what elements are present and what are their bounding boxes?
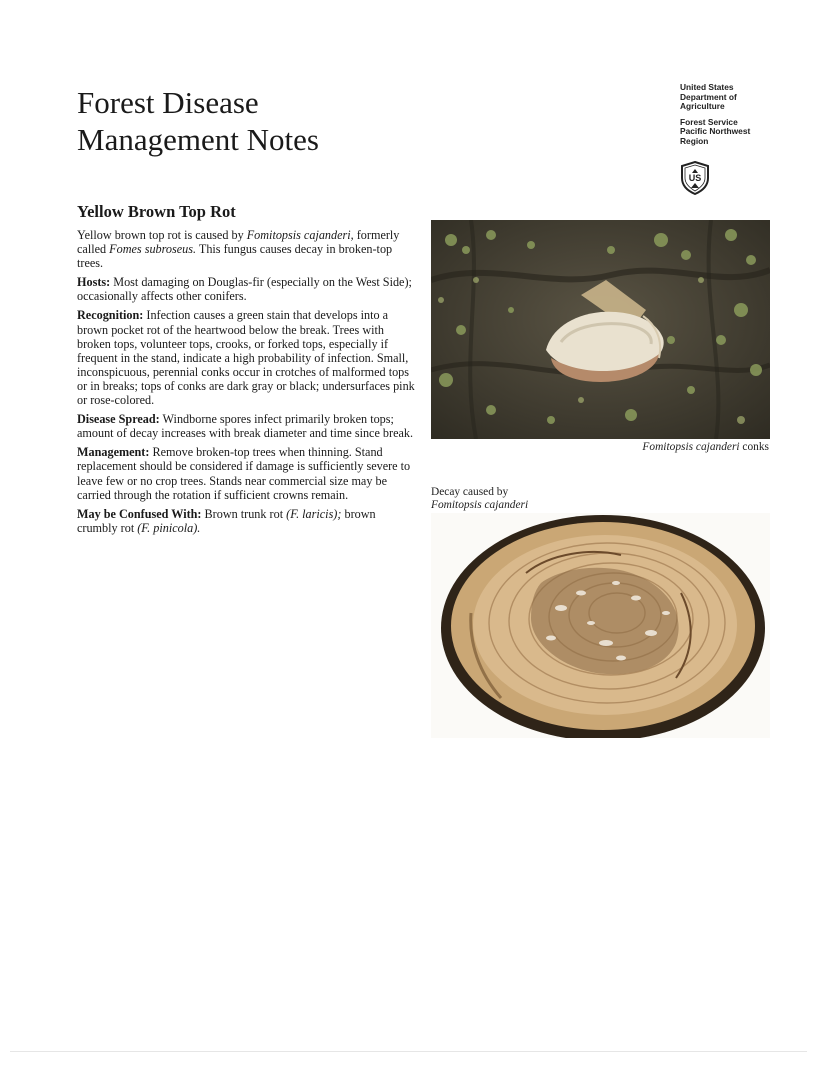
- footer-divider: [10, 1051, 807, 1052]
- recognition-label: Recognition:: [77, 308, 144, 323]
- photo1-caption-text: conks: [739, 441, 769, 453]
- dept-line-3: Agriculture: [680, 101, 725, 112]
- spread-label: Disease Spread:: [77, 412, 160, 427]
- region-line-3: Region: [680, 135, 709, 146]
- document-title: [77, 84, 319, 158]
- conk-on-bark-photo: [431, 220, 770, 439]
- decay-cross-section-photo: [431, 513, 770, 738]
- hosts-label: Hosts:: [77, 275, 111, 290]
- intro-text-2: formerly called: [77, 228, 400, 257]
- confused-species-1: (F. laricis);: [286, 506, 342, 521]
- confused-with-paragraph: [77, 507, 415, 535]
- confused-text-2: brown crumbly rot: [77, 506, 376, 535]
- recognition-paragraph: [77, 308, 415, 407]
- section-title: Yellow Brown Top Rot: [77, 202, 236, 221]
- region-line-2: Pacific Northwest: [680, 126, 751, 137]
- management-paragraph: [77, 445, 415, 501]
- dept-line-1: United States: [680, 82, 734, 92]
- confused-species-2: (F. pinicola).: [137, 520, 201, 535]
- hosts-text: Most damaging on Douglas-fir (especially on the West Side); occasionally affects other conifers.: [77, 275, 412, 304]
- spread-paragraph: [77, 412, 415, 440]
- region-name: [680, 118, 790, 147]
- hosts-paragraph: [77, 275, 415, 303]
- title-line-2: Management Notes: [77, 122, 319, 157]
- title-line-1: Forest Disease: [77, 85, 259, 120]
- department-name: [680, 83, 790, 112]
- region-line-1: Forest Service: [680, 116, 738, 127]
- intro-text-1: Yellow brown top rot is caused by: [77, 228, 247, 242]
- article-body: [77, 228, 415, 540]
- intro-text-3: This fungus causes decay in broken-top trees.: [77, 242, 393, 271]
- species-name: Fomitopsis cajanderi,: [246, 228, 354, 242]
- confused-with-label: May be Confused With:: [77, 506, 202, 521]
- management-label: Management:: [77, 445, 150, 460]
- forest-service-shield-logo: [679, 161, 711, 195]
- photo2-caption-species: Fomitopsis cajanderi: [431, 499, 529, 511]
- photo2-caption-line-1: Decay caused by: [431, 486, 509, 498]
- photo1-caption-species: Fomitopsis cajanderi: [642, 441, 740, 453]
- photo2-caption: [431, 486, 631, 512]
- spread-text: Windborne spores infect primarily broken tops; amount of decay increases with break diameter and time since break.: [77, 412, 414, 441]
- dept-line-2: Department of: [680, 91, 737, 102]
- agency-block: [680, 83, 790, 147]
- confused-text-1: Brown trunk rot: [201, 506, 287, 521]
- recognition-text: Infection causes a green stain that develops into a brown pocket rot of the heartwood below the break. Trees with broken tops, volunteer tops, crooks, or forked tops, especially if frequent in the stand, indicate a high probability of infection. Small, inconspicuous, perennial conks occur in crotches of malformed tops or in breaks; tops of conks are dark gray or black; undersurfaces pink or rose-colored.: [77, 308, 415, 408]
- svg-text:US: US: [688, 173, 702, 183]
- former-species-name: Fomes subroseus.: [109, 242, 197, 257]
- photo1-caption: [431, 441, 769, 454]
- intro-paragraph: [77, 228, 415, 270]
- management-text: Remove broken-top trees when thinning. Stand replacement should be considered if damage is sufficiently severe to leave few or no crop trees. Stands near commercial size may be carried through the rotation if sufficient crowns remain.: [77, 445, 411, 502]
